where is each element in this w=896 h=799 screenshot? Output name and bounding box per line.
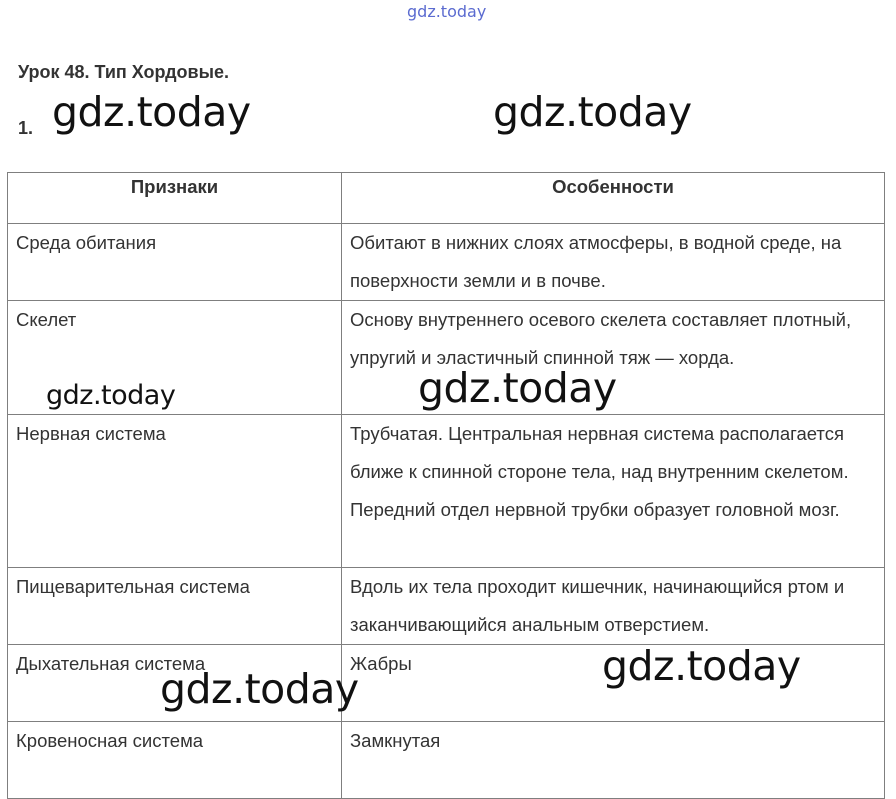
description-cell: Жабры <box>342 645 885 722</box>
watermark-overlay: gdz.today <box>46 380 176 411</box>
feature-cell: Пищеварительная система <box>8 568 342 645</box>
description-cell: Основу внутреннего осевого скелета составляет плотный, упругий и эластичный спинной тяж — хорда. <box>342 301 885 415</box>
feature-cell: Дыхательная система <box>8 645 342 722</box>
description-cell: Замкнутая <box>342 722 885 799</box>
column-header-features: Признаки <box>8 173 342 224</box>
table-row <box>8 568 885 645</box>
description-cell: Трубчатая. Центральная нервная система располагается ближе к спинной стороне тела, над внутренним скелетом. Передний отдел нервной трубки образует головной мозг. <box>342 415 885 568</box>
table-row <box>8 722 885 799</box>
description-cell: Обитают в нижних слоях атмосферы, в водной среде, на поверхности земли и в почве. <box>342 224 885 301</box>
watermark-overlay: gdz.today <box>493 88 692 136</box>
item-number: 1. <box>18 118 34 138</box>
table-row <box>8 224 885 301</box>
feature-cell: Нервная система <box>8 415 342 568</box>
page-title: Урок 48. Тип Хордовые. <box>18 62 229 82</box>
features-table <box>7 172 885 799</box>
description-cell: Вдоль их тела проходит кишечник, начинающийся ртом и заканчивающийся анальным отверстием. <box>342 568 885 645</box>
watermark-overlay: gdz.today <box>418 364 617 412</box>
column-header-descriptions: Особенности <box>342 173 885 224</box>
watermark-top: gdz.today <box>407 2 487 21</box>
feature-cell: Кровеносная система <box>8 722 342 799</box>
watermark-overlay: gdz.today <box>160 665 359 713</box>
table-header-row <box>8 173 885 224</box>
feature-cell: Скелет <box>8 301 342 415</box>
watermark-overlay: gdz.today <box>602 642 801 690</box>
watermark-overlay: gdz.today <box>52 88 251 136</box>
table-row <box>8 415 885 568</box>
feature-cell: Среда обитания <box>8 224 342 301</box>
